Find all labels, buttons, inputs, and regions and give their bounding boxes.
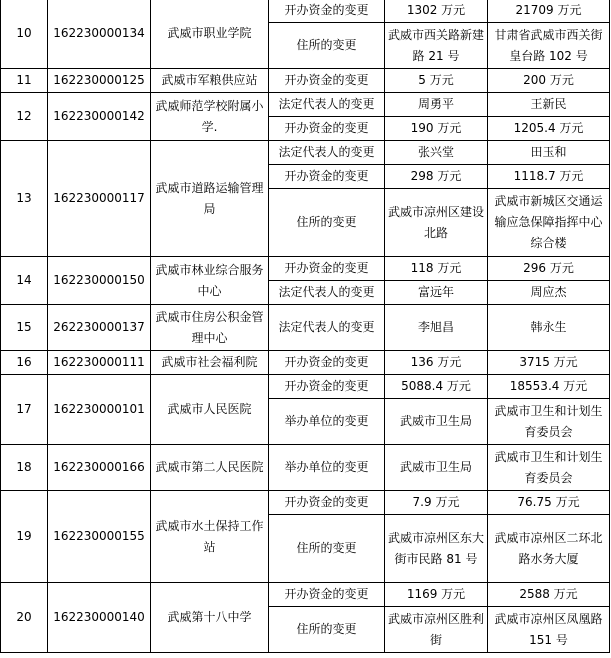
- table-row: [1, 445, 610, 491]
- org-name: 武威市社会福利院: [151, 351, 269, 375]
- value-before: 5 万元: [385, 69, 488, 93]
- org-code: 162230000111: [48, 351, 151, 375]
- value-before: 张兴堂: [385, 141, 488, 165]
- change-item: 住所的变更: [269, 515, 385, 583]
- org-name: 武威市水土保持工作站: [151, 491, 269, 583]
- org-name: 武威市道路运输管理局: [151, 141, 269, 257]
- value-before: 周勇平: [385, 93, 488, 117]
- value-before: 武威市卫生局: [385, 399, 488, 445]
- table-row: [1, 305, 610, 351]
- org-code: 262230000137: [48, 305, 151, 351]
- org-name: 武威师范学校附属小学.: [151, 93, 269, 141]
- org-name: 武威市第二人民医院: [151, 445, 269, 491]
- value-before: 118 万元: [385, 257, 488, 281]
- change-item: 开办资金的变更: [269, 583, 385, 607]
- value-after: 1118.7 万元: [488, 165, 610, 189]
- value-after: 甘肃省武威市西关街皇台路 102 号: [488, 23, 610, 69]
- table-row: [1, 69, 610, 93]
- row-number: 11: [1, 69, 48, 93]
- org-code: 162230000101: [48, 375, 151, 445]
- row-number: 13: [1, 141, 48, 257]
- org-code: 162230000140: [48, 583, 151, 653]
- value-after: 田玉和: [488, 141, 610, 165]
- row-number: 16: [1, 351, 48, 375]
- value-after: 2588 万元: [488, 583, 610, 607]
- change-item: 住所的变更: [269, 189, 385, 257]
- row-number: 17: [1, 375, 48, 445]
- row-number: 18: [1, 445, 48, 491]
- row-number: 20: [1, 583, 48, 653]
- value-before: 1302 万元: [385, 0, 488, 23]
- value-after: 武威市卫生和计划生育委员会: [488, 445, 610, 491]
- change-item: 开办资金的变更: [269, 257, 385, 281]
- org-name: 武威市林业综合服务中心: [151, 257, 269, 305]
- org-code: 162230000166: [48, 445, 151, 491]
- value-before: 136 万元: [385, 351, 488, 375]
- value-before: 武威市凉州区东大街市民路 81 号: [385, 515, 488, 583]
- row-number: 15: [1, 305, 48, 351]
- value-after: 18553.4 万元: [488, 375, 610, 399]
- table-row: [1, 491, 610, 515]
- change-item: 举办单位的变更: [269, 399, 385, 445]
- change-item: 住所的变更: [269, 607, 385, 653]
- org-name: 武威第十八中学: [151, 583, 269, 653]
- value-before: 李旭昌: [385, 305, 488, 351]
- table-row: [1, 375, 610, 399]
- value-before: 武威市西关路新建路 21 号: [385, 23, 488, 69]
- value-before: 武威市卫生局: [385, 445, 488, 491]
- value-before: 武威市凉州区建设北路: [385, 189, 488, 257]
- change-item: 住所的变更: [269, 23, 385, 69]
- change-item: 开办资金的变更: [269, 491, 385, 515]
- table-row: [1, 93, 610, 117]
- org-name: 武威市职业学院: [151, 0, 269, 69]
- row-number: 14: [1, 257, 48, 305]
- value-after: 武威市新城区交通运输应急保障指挥中心综合楼: [488, 189, 610, 257]
- change-item: 开办资金的变更: [269, 351, 385, 375]
- value-before: 7.9 万元: [385, 491, 488, 515]
- table-row: [1, 583, 610, 607]
- table-row: [1, 141, 610, 165]
- value-after: 韩永生: [488, 305, 610, 351]
- value-before: 富远年: [385, 281, 488, 305]
- value-before: 1169 万元: [385, 583, 488, 607]
- value-after: 1205.4 万元: [488, 117, 610, 141]
- value-after: 296 万元: [488, 257, 610, 281]
- value-after: 王新民: [488, 93, 610, 117]
- value-after: 200 万元: [488, 69, 610, 93]
- org-name: 武威市军粮供应站: [151, 69, 269, 93]
- value-before: 5088.4 万元: [385, 375, 488, 399]
- change-item: 法定代表人的变更: [269, 141, 385, 165]
- change-item: 开办资金的变更: [269, 165, 385, 189]
- table-row: [1, 257, 610, 281]
- value-after: 76.75 万元: [488, 491, 610, 515]
- value-after: 武威市凉州区凤凰路 151 号: [488, 607, 610, 653]
- org-code: 162230000134: [48, 0, 151, 69]
- value-after: 21709 万元: [488, 0, 610, 23]
- org-code: 162230000125: [48, 69, 151, 93]
- org-code: 162230000142: [48, 93, 151, 141]
- change-item: 举办单位的变更: [269, 445, 385, 491]
- change-item: 开办资金的变更: [269, 69, 385, 93]
- value-after: 武威市凉州区二环北路水务大厦: [488, 515, 610, 583]
- table-row: [1, 0, 610, 23]
- org-name: 武威市人民医院: [151, 375, 269, 445]
- org-code: 162230000150: [48, 257, 151, 305]
- row-number: 19: [1, 491, 48, 583]
- org-code: 162230000155: [48, 491, 151, 583]
- value-before: 298 万元: [385, 165, 488, 189]
- org-name: 武威市住房公积金管理中心: [151, 305, 269, 351]
- change-item: 法定代表人的变更: [269, 93, 385, 117]
- change-item: 法定代表人的变更: [269, 305, 385, 351]
- value-before: 190 万元: [385, 117, 488, 141]
- table-row: [1, 351, 610, 375]
- value-after: 3715 万元: [488, 351, 610, 375]
- row-number: 10: [1, 0, 48, 69]
- value-after: 周应杰: [488, 281, 610, 305]
- org-code: 162230000117: [48, 141, 151, 257]
- row-number: 12: [1, 93, 48, 141]
- change-item: 开办资金的变更: [269, 375, 385, 399]
- value-after: 武威市卫生和计划生育委员会: [488, 399, 610, 445]
- value-before: 武威市凉州区胜利街: [385, 607, 488, 653]
- change-item: 法定代表人的变更: [269, 281, 385, 305]
- change-item: 开办资金的变更: [269, 117, 385, 141]
- change-item: 开办资金的变更: [269, 0, 385, 23]
